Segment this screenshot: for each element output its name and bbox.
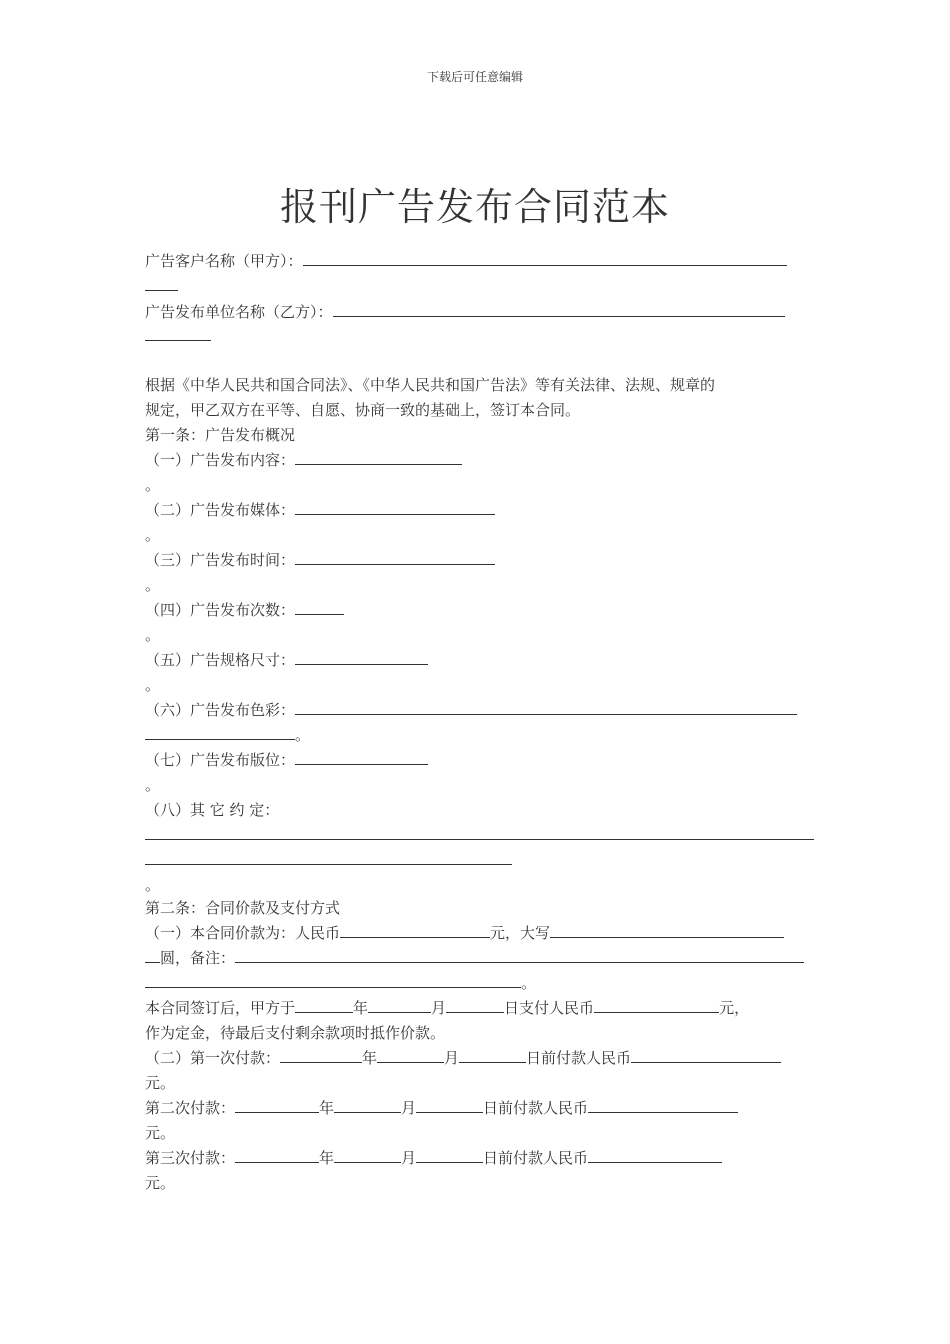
deposit-month-field[interactable] [368,998,431,1013]
item-media-field[interactable] [295,500,495,515]
payment-1-year-field[interactable] [280,1048,362,1063]
item-color-label: （六）广告发布色彩： [145,701,296,719]
item-content-period: 。 [145,476,161,494]
deposit-month-label: 月 [431,999,447,1017]
price-note-field-cont[interactable] [145,973,521,988]
payment-3-month-label: 月 [401,1149,417,1167]
price-line-3 [145,973,536,993]
payment-2-label: 第二次付款： [145,1099,236,1117]
price-words-field-cont[interactable] [145,948,160,963]
payment-2-yuan: 元。 [145,1124,176,1142]
item-other-field-1[interactable] [145,825,814,840]
item-position-period: 。 [145,776,161,794]
payment-2-day-field[interactable] [416,1098,483,1113]
payment-3-day-field[interactable] [416,1148,483,1163]
price-amount-field[interactable] [340,923,490,938]
deposit-yuan-label: 元， [719,999,750,1017]
party-a-label: 广告客户名称（甲方）： [145,252,303,270]
intro-line-1: 根据《中华人民共和国合同法》、《中华人民共和国广告法》等有关法律、法规、规章的 [145,376,716,394]
payment-3-line [145,1148,722,1168]
payment-1-day-pay-label: 日前付款人民币 [526,1049,632,1067]
item-other-period: 。 [145,876,161,894]
item-color-cont [145,725,310,745]
payment-1-month-label: 月 [444,1049,460,1067]
party-b-line [145,302,785,322]
party-a-field-cont[interactable] [145,276,178,291]
item-other-line-1 [145,825,814,845]
price-unit: 元，大写 [490,924,551,942]
article-1-title: 第一条：广告发布概况 [145,426,296,444]
payment-2-line [145,1098,738,1118]
intro-line-2: 规定，甲乙双方在平等、自愿、协商一致的基础上，签订本合同。 [145,401,581,419]
page-header: 下载后可任意编辑 [426,70,523,84]
deposit-line-2: 作为定金，待最后支付剩余款项时抵作价款。 [145,1024,446,1042]
payment-2-month-label: 月 [401,1099,417,1117]
payment-1-month-field[interactable] [377,1048,444,1063]
price-yuan-note: 圆，备注： [160,949,236,967]
payment-3-year-label: 年 [319,1149,335,1167]
payment-2-year-field[interactable] [235,1098,319,1113]
item-time-label: （三）广告发布时间： [145,551,296,569]
payment-1-day-field[interactable] [459,1048,526,1063]
payment-3-amount-field[interactable] [588,1148,722,1163]
item-other-line-2 [145,850,512,870]
price-line [145,923,784,943]
item-size [145,650,428,670]
party-b-field[interactable] [333,302,785,317]
payment-3-month-field[interactable] [334,1148,401,1163]
payment-3-yuan: 元。 [145,1174,176,1192]
payment-3-day-pay-label: 日前付款人民币 [483,1149,589,1167]
item-content-field[interactable] [295,450,462,465]
party-a-field[interactable] [303,251,787,266]
item-color-period: 。 [295,726,311,744]
payment-2-day-pay-label: 日前付款人民币 [483,1099,589,1117]
item-content-label: （一）广告发布内容： [145,451,296,469]
item-media-label: （二）广告发布媒体： [145,501,296,519]
item-position [145,750,428,770]
deposit-line [145,998,749,1018]
item-position-field[interactable] [295,750,428,765]
payment-2-year-label: 年 [319,1099,335,1117]
party-a-line-cont [145,276,178,296]
deposit-prefix: 本合同签订后，甲方于 [145,999,296,1017]
item-time [145,550,495,570]
payment-3-label: 第三次付款： [145,1149,236,1167]
party-b-label: 广告发布单位名称（乙方）： [145,303,333,321]
item-media-period: 。 [145,526,161,544]
item-count-label: （四）广告发布次数： [145,601,296,619]
deposit-year-label: 年 [353,999,369,1017]
price-words-field[interactable] [550,923,784,938]
price-note-field[interactable] [235,948,804,963]
item-count-field[interactable] [295,600,344,615]
payment-1-year-label: 年 [362,1049,378,1067]
item-color-field-cont[interactable] [145,725,295,740]
payment-2-amount-field[interactable] [588,1098,738,1113]
payment-3-year-field[interactable] [235,1148,319,1163]
item-color [145,700,797,720]
deposit-day-field[interactable] [446,998,504,1013]
payment-1-line [145,1048,781,1068]
party-a-line [145,251,787,271]
payment-1-yuan: 元。 [145,1074,176,1092]
item-size-period: 。 [145,676,161,694]
payment-1-label: （二）第一次付款： [145,1049,281,1067]
price-label: （一）本合同价款为：人民币 [145,924,341,942]
item-size-field[interactable] [295,650,428,665]
document-title: 报刊广告发布合同范本 [279,185,670,229]
item-content [145,450,462,470]
item-count-period: 。 [145,626,161,644]
price-line-2 [145,948,804,968]
item-count [145,600,344,620]
party-b-field-cont[interactable] [145,326,211,341]
item-position-label: （七）广告发布版位： [145,751,296,769]
party-b-line-cont [145,326,211,346]
deposit-amount-field[interactable] [594,998,719,1013]
item-time-field[interactable] [295,550,495,565]
payment-2-month-field[interactable] [334,1098,401,1113]
item-time-period: 。 [145,576,161,594]
article-2-title: 第二条：合同价款及支付方式 [145,899,341,917]
payment-1-amount-field[interactable] [631,1048,781,1063]
deposit-day-pay-label: 日支付人民币 [504,999,595,1017]
price-note-period: 。 [521,974,537,992]
item-other: （八）其 它 约 定： [145,801,280,819]
item-size-label: （五）广告规格尺寸： [145,651,296,669]
item-other-field-2[interactable] [145,850,512,865]
item-media [145,500,495,520]
deposit-year-field[interactable] [295,998,353,1013]
item-color-field[interactable] [295,700,797,715]
